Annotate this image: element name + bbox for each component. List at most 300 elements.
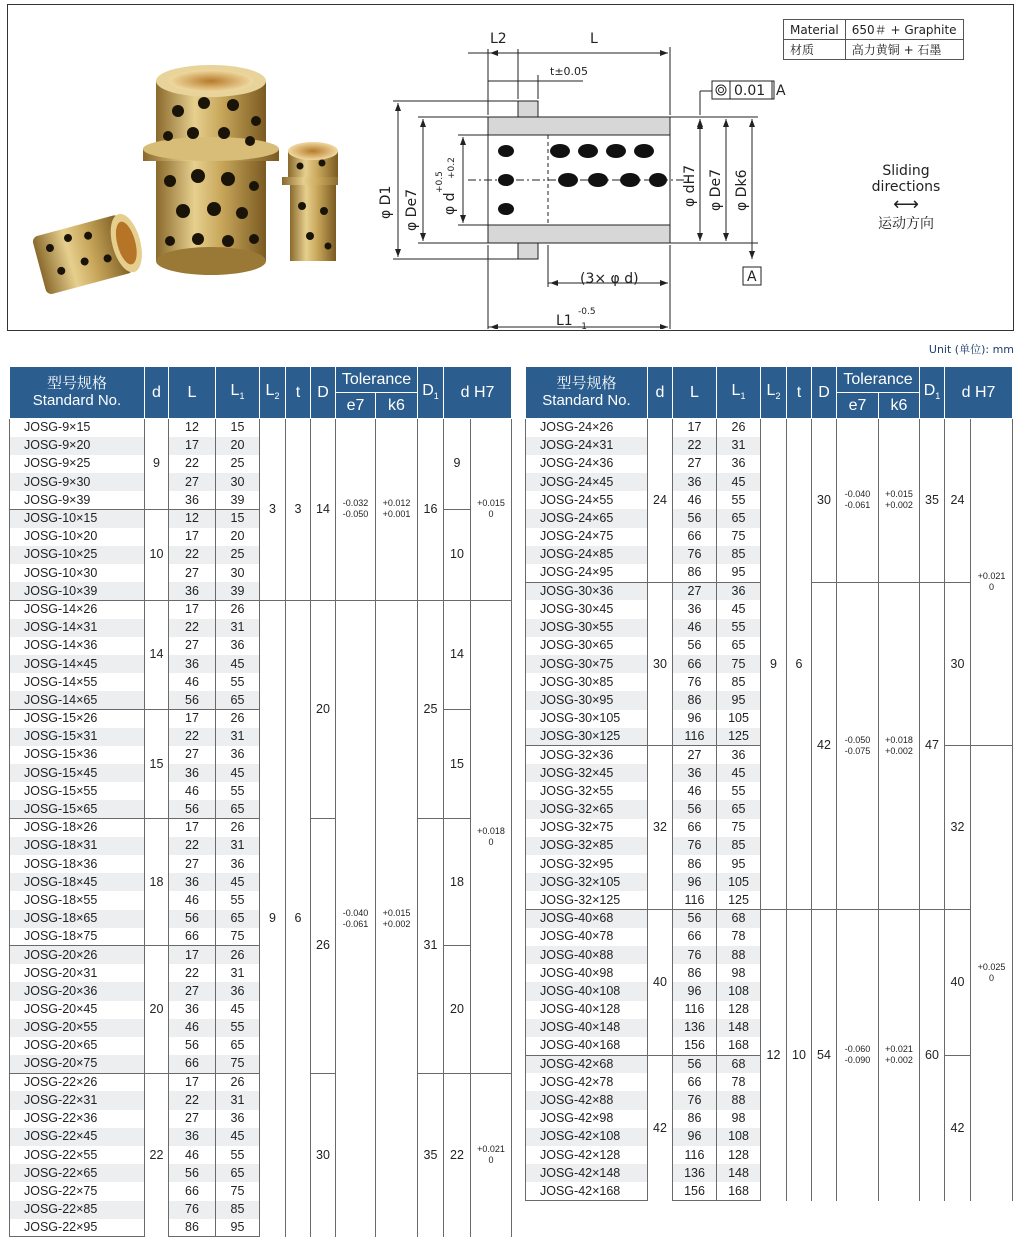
length-L1: 25 xyxy=(216,455,260,473)
length-L1: 105 xyxy=(717,873,761,891)
standard-no: JOSG-15×36 xyxy=(10,746,145,764)
length-L: 96 xyxy=(673,710,717,728)
cell-D1: 25 xyxy=(418,600,444,818)
header-D: D xyxy=(812,367,837,419)
cell-D1: 47 xyxy=(920,582,945,909)
dim-3d: (3× φ d) xyxy=(580,271,639,287)
length-L1: 55 xyxy=(717,782,761,800)
length-L: 96 xyxy=(673,873,717,891)
standard-no: JOSG-40×168 xyxy=(526,1037,648,1055)
header-standard-no: 型号规格 Standard No. xyxy=(526,367,648,419)
table-row xyxy=(526,910,1013,928)
standard-no: JOSG-24×45 xyxy=(526,473,648,491)
standard-no: JOSG-18×26 xyxy=(10,819,145,837)
cell-d: 10 xyxy=(145,509,169,600)
standard-no: JOSG-42×88 xyxy=(526,1091,648,1109)
cell-D: 30 xyxy=(812,419,837,583)
spec-table-left xyxy=(9,366,512,1237)
length-L1: 128 xyxy=(717,1146,761,1164)
standard-no: JOSG-32×105 xyxy=(526,873,648,891)
length-L: 116 xyxy=(673,1146,717,1164)
cell-L2: 3 xyxy=(260,419,286,601)
length-L1: 36 xyxy=(717,746,761,764)
unit-label: Unit (单位): mm xyxy=(928,343,1014,356)
standard-no: JOSG-30×55 xyxy=(526,619,648,637)
standard-no: JOSG-10×20 xyxy=(10,528,145,546)
cell-d: 24 xyxy=(648,419,673,583)
length-L1: 31 xyxy=(717,437,761,455)
dim-d: φ d xyxy=(442,192,458,215)
length-L1: 26 xyxy=(216,710,260,728)
product-drawing-panel xyxy=(7,4,1014,331)
dim-dH7: φ dH7 xyxy=(682,164,698,207)
table-row xyxy=(526,419,1013,437)
length-L1: 78 xyxy=(717,928,761,946)
standard-no: JOSG-22×55 xyxy=(10,1146,145,1164)
length-L: 36 xyxy=(169,655,216,673)
length-L: 56 xyxy=(169,800,216,818)
cell-d: 22 xyxy=(145,1073,169,1237)
length-L1: 95 xyxy=(717,564,761,582)
standard-no: JOSG-30×75 xyxy=(526,655,648,673)
standard-no: JOSG-40×108 xyxy=(526,982,648,1000)
standard-no: JOSG-14×36 xyxy=(10,637,145,655)
length-L1: 26 xyxy=(216,600,260,618)
standard-no: JOSG-10×39 xyxy=(10,582,145,600)
length-L1: 85 xyxy=(717,837,761,855)
cell-dH7: 20 xyxy=(444,946,471,1073)
standard-no: JOSG-15×26 xyxy=(10,710,145,728)
length-L: 56 xyxy=(673,637,717,655)
cell-H7tol: +0.025 0 xyxy=(971,746,1013,1201)
sliding-label-en: Sliding directions xyxy=(871,163,941,195)
length-L1: 45 xyxy=(717,764,761,782)
datum-ref: A xyxy=(776,83,786,99)
cell-dH7: 15 xyxy=(444,710,471,819)
length-L1: 55 xyxy=(717,491,761,509)
length-L1: 15 xyxy=(216,419,260,437)
header-k6: k6 xyxy=(879,393,920,419)
standard-no: JOSG-9×25 xyxy=(10,455,145,473)
standard-no: JOSG-9×39 xyxy=(10,491,145,509)
length-L: 66 xyxy=(673,819,717,837)
length-L: 86 xyxy=(169,1219,216,1237)
standard-no: JOSG-18×36 xyxy=(10,855,145,873)
length-L: 36 xyxy=(673,600,717,618)
cell-k6: +0.015 +0.002 xyxy=(879,419,920,583)
length-L: 46 xyxy=(673,491,717,509)
material-value-en: 650＃ + Graphite xyxy=(845,20,963,40)
header-t: t xyxy=(787,367,812,419)
length-L: 66 xyxy=(673,1073,717,1091)
standard-no: JOSG-40×98 xyxy=(526,964,648,982)
standard-no: JOSG-42×98 xyxy=(526,1110,648,1128)
length-L1: 20 xyxy=(216,528,260,546)
standard-no: JOSG-32×95 xyxy=(526,855,648,873)
length-L1: 75 xyxy=(216,1055,260,1073)
length-L1: 85 xyxy=(717,546,761,564)
length-L1: 45 xyxy=(717,600,761,618)
cell-dH7: 40 xyxy=(945,910,971,1056)
length-L: 17 xyxy=(169,946,216,964)
standard-no: JOSG-14×26 xyxy=(10,600,145,618)
length-L: 56 xyxy=(673,800,717,818)
length-L: 22 xyxy=(169,546,216,564)
length-L1: 36 xyxy=(216,1110,260,1128)
header-k6: k6 xyxy=(376,393,418,419)
length-L1: 98 xyxy=(717,964,761,982)
cell-D1: 35 xyxy=(920,419,945,583)
length-L1: 36 xyxy=(717,455,761,473)
length-L: 86 xyxy=(673,1110,717,1128)
length-L1: 45 xyxy=(216,1001,260,1019)
length-L: 27 xyxy=(673,746,717,764)
length-L1: 125 xyxy=(717,728,761,746)
length-L: 27 xyxy=(169,982,216,1000)
standard-no: JOSG-22×65 xyxy=(10,1164,145,1182)
cell-t: 6 xyxy=(286,600,311,1237)
length-L: 36 xyxy=(169,582,216,600)
length-L: 46 xyxy=(673,782,717,800)
cell-t: 3 xyxy=(286,419,311,601)
standard-no: JOSG-32×55 xyxy=(526,782,648,800)
standard-no: JOSG-14×65 xyxy=(10,691,145,709)
standard-no: JOSG-32×65 xyxy=(526,800,648,818)
length-L1: 85 xyxy=(717,673,761,691)
length-L: 22 xyxy=(169,837,216,855)
double-arrow-icon: ⟷ xyxy=(893,194,919,215)
length-L: 46 xyxy=(169,673,216,691)
standard-no: JOSG-30×65 xyxy=(526,637,648,655)
dim-Dk6: φ Dk6 xyxy=(734,169,750,211)
standard-no: JOSG-22×36 xyxy=(10,1110,145,1128)
cell-d: 32 xyxy=(648,746,673,910)
material-label-en: Material xyxy=(784,20,846,40)
length-L: 136 xyxy=(673,1164,717,1182)
length-L: 12 xyxy=(169,509,216,527)
length-L1: 75 xyxy=(717,528,761,546)
length-L: 56 xyxy=(169,910,216,928)
length-L1: 30 xyxy=(216,564,260,582)
cell-k6: +0.021 +0.002 xyxy=(879,910,920,1201)
cell-D1: 16 xyxy=(418,419,444,601)
length-L1: 45 xyxy=(216,764,260,782)
length-L1: 31 xyxy=(216,728,260,746)
length-L1: 148 xyxy=(717,1164,761,1182)
length-L: 116 xyxy=(673,1001,717,1019)
cell-d: 18 xyxy=(145,819,169,946)
material-label-cn: 材质 xyxy=(784,40,846,60)
length-L: 96 xyxy=(673,982,717,1000)
standard-no: JOSG-24×85 xyxy=(526,546,648,564)
cell-D1: 35 xyxy=(418,1073,444,1237)
cell-e7: -0.050 -0.075 xyxy=(837,582,879,909)
standard-no: JOSG-30×45 xyxy=(526,600,648,618)
length-L: 27 xyxy=(169,855,216,873)
standard-no: JOSG-40×78 xyxy=(526,928,648,946)
cell-D1: 31 xyxy=(418,819,444,1074)
cell-dH7: 42 xyxy=(945,1055,971,1201)
standard-no: JOSG-15×31 xyxy=(10,728,145,746)
standard-no: JOSG-30×105 xyxy=(526,710,648,728)
length-L: 76 xyxy=(673,946,717,964)
cell-D: 26 xyxy=(311,819,336,1074)
standard-no: JOSG-24×26 xyxy=(526,419,648,437)
dim-d-tol-up: +0.5 xyxy=(435,171,445,193)
length-L1: 168 xyxy=(717,1037,761,1055)
standard-no: JOSG-20×65 xyxy=(10,1037,145,1055)
length-L1: 31 xyxy=(216,837,260,855)
standard-no: JOSG-20×55 xyxy=(10,1019,145,1037)
length-L: 76 xyxy=(673,837,717,855)
length-L: 12 xyxy=(169,419,216,437)
standard-no: JOSG-15×45 xyxy=(10,764,145,782)
length-L: 22 xyxy=(169,964,216,982)
standard-no: JOSG-18×55 xyxy=(10,891,145,909)
length-L: 86 xyxy=(673,691,717,709)
length-L: 46 xyxy=(169,891,216,909)
length-L1: 168 xyxy=(717,1182,761,1200)
length-L1: 36 xyxy=(717,582,761,600)
standard-no: JOSG-10×30 xyxy=(10,564,145,582)
length-L1: 55 xyxy=(717,619,761,637)
cell-dH7: 24 xyxy=(945,419,971,583)
length-L1: 55 xyxy=(216,1146,260,1164)
length-L1: 108 xyxy=(717,1128,761,1146)
standard-no: JOSG-30×36 xyxy=(526,582,648,600)
length-L1: 15 xyxy=(216,509,260,527)
length-L1: 75 xyxy=(717,655,761,673)
cell-k6: +0.012 +0.001 xyxy=(376,419,418,601)
length-L: 76 xyxy=(673,1091,717,1109)
header-tolerance: Tolerance xyxy=(336,367,418,393)
standard-no: JOSG-42×148 xyxy=(526,1164,648,1182)
standard-no: JOSG-24×36 xyxy=(526,455,648,473)
cell-t: 6 xyxy=(787,419,812,910)
standard-no: JOSG-42×128 xyxy=(526,1146,648,1164)
standard-no: JOSG-22×85 xyxy=(10,1201,145,1219)
cell-d: 9 xyxy=(145,419,169,510)
length-L: 66 xyxy=(673,655,717,673)
cell-k6: +0.018 +0.002 xyxy=(879,582,920,909)
header-d: d xyxy=(648,367,673,419)
length-L1: 65 xyxy=(717,637,761,655)
length-L: 27 xyxy=(169,564,216,582)
standard-no: JOSG-32×85 xyxy=(526,837,648,855)
length-L1: 68 xyxy=(717,1055,761,1073)
length-L1: 108 xyxy=(717,982,761,1000)
cell-dH7: 32 xyxy=(945,746,971,910)
table-row xyxy=(10,600,512,618)
length-L: 56 xyxy=(673,509,717,527)
length-L1: 55 xyxy=(216,782,260,800)
standard-no: JOSG-22×31 xyxy=(10,1091,145,1109)
cell-k6: +0.015 +0.002 xyxy=(376,600,418,1237)
standard-no: JOSG-18×31 xyxy=(10,837,145,855)
length-L: 46 xyxy=(169,1019,216,1037)
length-L: 22 xyxy=(169,455,216,473)
standard-no: JOSG-22×26 xyxy=(10,1073,145,1091)
length-L: 36 xyxy=(673,764,717,782)
cell-d: 14 xyxy=(145,600,169,709)
header-d: d xyxy=(145,367,169,419)
length-L1: 26 xyxy=(216,819,260,837)
length-L1: 26 xyxy=(717,419,761,437)
standard-no: JOSG-30×95 xyxy=(526,691,648,709)
header-dH7: d H7 xyxy=(444,367,512,419)
length-L: 156 xyxy=(673,1182,717,1200)
dim-d-tol-lo: +0.2 xyxy=(447,157,457,179)
standard-no: JOSG-40×88 xyxy=(526,946,648,964)
sliding-label-cn: 运动方向 xyxy=(878,216,934,232)
standard-no: JOSG-15×55 xyxy=(10,782,145,800)
bushing-photo-icon xyxy=(28,41,338,301)
length-L: 36 xyxy=(169,873,216,891)
length-L: 66 xyxy=(169,1182,216,1200)
cell-dH7: 14 xyxy=(444,600,471,709)
standard-no: JOSG-24×95 xyxy=(526,564,648,582)
standard-no: JOSG-22×75 xyxy=(10,1182,145,1200)
length-L: 17 xyxy=(673,419,717,437)
header-dH7: d H7 xyxy=(945,367,1013,419)
material-value-cn: 高力黄铜 + 石墨 xyxy=(845,40,963,60)
material-table xyxy=(783,19,964,60)
length-L1: 31 xyxy=(216,1091,260,1109)
length-L1: 45 xyxy=(216,655,260,673)
cell-d: 30 xyxy=(648,582,673,746)
length-L1: 75 xyxy=(717,819,761,837)
length-L1: 45 xyxy=(216,1128,260,1146)
header-L1: $L_1$ xyxy=(717,367,761,419)
cell-L2: 12 xyxy=(761,910,787,1201)
length-L: 116 xyxy=(673,728,717,746)
standard-no: JOSG-30×85 xyxy=(526,673,648,691)
length-L: 56 xyxy=(169,691,216,709)
length-L: 36 xyxy=(169,1001,216,1019)
length-L: 66 xyxy=(673,928,717,946)
cell-D: 14 xyxy=(311,419,336,601)
length-L: 17 xyxy=(169,819,216,837)
dim-De7: φ De7 xyxy=(404,189,420,231)
header-L: L xyxy=(673,367,717,419)
length-L: 76 xyxy=(673,673,717,691)
length-L1: 98 xyxy=(717,1110,761,1128)
cell-dH7: 10 xyxy=(444,509,471,600)
length-L: 116 xyxy=(673,891,717,909)
length-L: 27 xyxy=(673,455,717,473)
length-L1: 68 xyxy=(717,910,761,928)
cell-D: 54 xyxy=(812,910,837,1201)
header-tolerance: Tolerance xyxy=(837,367,920,393)
concentricity-value: 0.01 xyxy=(734,83,766,99)
dim-De7-right: φ De7 xyxy=(708,169,724,211)
length-L: 27 xyxy=(169,637,216,655)
cell-D: 20 xyxy=(311,600,336,818)
length-L: 46 xyxy=(169,782,216,800)
length-L1: 105 xyxy=(717,710,761,728)
length-L: 66 xyxy=(673,528,717,546)
length-L1: 65 xyxy=(216,1037,260,1055)
length-L1: 125 xyxy=(717,891,761,909)
cell-d: 20 xyxy=(145,946,169,1073)
length-L: 17 xyxy=(169,437,216,455)
length-L1: 148 xyxy=(717,1019,761,1037)
length-L: 36 xyxy=(169,1128,216,1146)
length-L: 17 xyxy=(169,710,216,728)
length-L: 27 xyxy=(169,746,216,764)
length-L: 22 xyxy=(673,437,717,455)
length-L: 36 xyxy=(169,491,216,509)
standard-no: JOSG-40×148 xyxy=(526,1019,648,1037)
length-L1: 55 xyxy=(216,1019,260,1037)
dim-L: L xyxy=(590,31,598,47)
length-L: 36 xyxy=(169,764,216,782)
technical-drawing xyxy=(368,19,808,329)
length-L: 156 xyxy=(673,1037,717,1055)
cell-d: 42 xyxy=(648,1055,673,1201)
length-L1: 95 xyxy=(216,1219,260,1237)
standard-no: JOSG-42×168 xyxy=(526,1182,648,1200)
cell-L2: 9 xyxy=(260,600,286,1237)
standard-no: JOSG-32×45 xyxy=(526,764,648,782)
length-L1: 75 xyxy=(216,1182,260,1200)
length-L1: 30 xyxy=(216,473,260,491)
length-L1: 128 xyxy=(717,1001,761,1019)
cell-d: 40 xyxy=(648,910,673,1056)
length-L: 56 xyxy=(673,910,717,928)
header-L2: $L_2$ xyxy=(761,367,787,419)
dim-L1-tol-up: -0.5 xyxy=(578,307,596,317)
length-L: 56 xyxy=(169,1164,216,1182)
header-D1: $D_1$ xyxy=(920,367,945,419)
cell-e7: -0.040 -0.061 xyxy=(837,419,879,583)
sliding-directions xyxy=(846,163,966,233)
standard-no: JOSG-42×78 xyxy=(526,1073,648,1091)
cell-d: 15 xyxy=(145,710,169,819)
dim-L1: L1 xyxy=(556,313,573,329)
length-L1: 55 xyxy=(216,673,260,691)
length-L: 66 xyxy=(169,1055,216,1073)
length-L1: 95 xyxy=(717,855,761,873)
dim-D1: φ D1 xyxy=(378,185,394,219)
length-L1: 31 xyxy=(216,619,260,637)
standard-no: JOSG-15×65 xyxy=(10,800,145,818)
standard-no: JOSG-18×75 xyxy=(10,928,145,946)
length-L1: 45 xyxy=(216,873,260,891)
standard-no: JOSG-42×108 xyxy=(526,1128,648,1146)
header-e7: e7 xyxy=(336,393,376,419)
length-L1: 36 xyxy=(216,746,260,764)
standard-no: JOSG-9×15 xyxy=(10,419,145,437)
header-D1: $D_1$ xyxy=(418,367,444,419)
dim-t: t±0.05 xyxy=(550,65,589,78)
standard-no: JOSG-20×75 xyxy=(10,1055,145,1073)
cell-D: 42 xyxy=(812,582,837,909)
length-L1: 20 xyxy=(216,437,260,455)
cell-e7: -0.060 -0.090 xyxy=(837,910,879,1201)
length-L: 86 xyxy=(673,964,717,982)
header-standard-no: 型号规格 Standard No. xyxy=(10,367,145,419)
cell-t: 10 xyxy=(787,910,812,1201)
length-L: 56 xyxy=(169,1037,216,1055)
length-L: 27 xyxy=(673,582,717,600)
standard-no: JOSG-22×95 xyxy=(10,1219,145,1237)
length-L: 56 xyxy=(673,1055,717,1073)
standard-no: JOSG-14×45 xyxy=(10,655,145,673)
standard-no: JOSG-22×45 xyxy=(10,1128,145,1146)
dim-L2: L2 xyxy=(490,31,507,47)
standard-no: JOSG-20×36 xyxy=(10,982,145,1000)
